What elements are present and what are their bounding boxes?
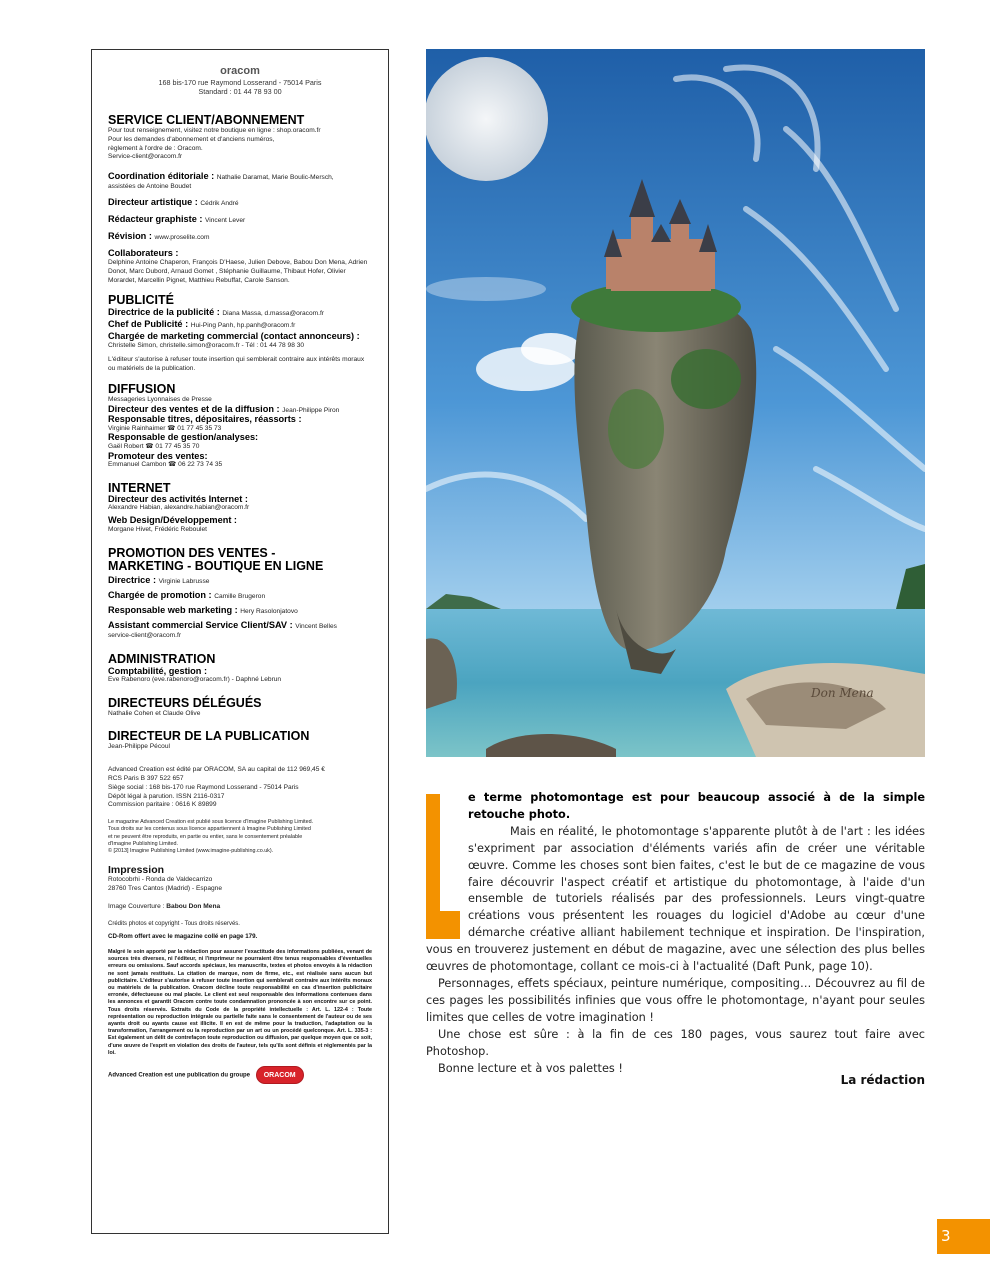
credit-row: Assistant commercial Service Client/SAV : Vincent Belles — [108, 620, 337, 631]
credit-value: service-client@oracom.fr — [108, 632, 182, 640]
credit-row: Responsable titres, dépositaires, réassorts : — [108, 414, 302, 425]
company-line: Commission paritaire : 0616 K 89899 — [108, 801, 217, 809]
credit-value: Christelle Simon, christelle.simon@oracom.fr - Tél : 01 44 78 98 30 — [108, 342, 305, 350]
company-line: Dépôt légal à parution. ISSN 2116-0317 — [108, 792, 225, 800]
license-line: Tous droits sur les contenus sous licence appartiennent à Imagine Publishing Limited — [108, 826, 311, 833]
credit-row: Coordination éditoriale : Nathalie Daramat, Marie Boulic-Mersch, — [108, 171, 334, 182]
service-line: Pour les demandes d'abonnement et d'anciens numéros, — [108, 135, 275, 143]
credit-row: Directrice : Virginie Labrusse — [108, 575, 210, 586]
page-number: 3 — [937, 1219, 990, 1254]
editorial-paragraph-3: Une chose est sûre : à la fin de ces 180 pages, vous saurez tout faire avec Photoshop. — [426, 1027, 925, 1058]
section-title-internet: INTERNET — [108, 480, 171, 495]
legal-disclaimer: Malgré le soin apporté par la rédaction pour assurer l'exactitude des informations publiées, venant de sources très diverses, ni l'éditeur, ni l'imprimeur ne pourraient être tenus responsables d'éventuelles erreurs ou omissions. Sauf accords spéciaux, les manuscrits, textes et photos envoyés à la rédaction ne sont jamais restitués. La citation de marque, nom de firme, etc., est réalisée sans aucun but publicitaire. L'éditeur s'autorise à refuser toute insertion qui semblerait contraire aux intérêts moraux ou matériels de la publication. Oracom décline toute responsabilité en cas d'insertion publicitaire erronée, défectueuse ou mal placée. Le client est seul responsable des informations contenues dans les annonces et garantit Oracom contre toute condamnation prononcée à son encontre sur ce point. Tous droits réservés. Extraits du Code de la propriété intellectuelle : Art. L. 122-4 : Toute représentation ou reproduction intégrale ou partielle faite sans le consentement de l'auteur ou de ses ayants droit ou ayants cause est illicite. Il en est de même pour la traduction, l'adaptation ou la transformation, l'arrangement ou la reproduction par un art ou un procédé quelconque. Art. L. 335-3 : Est également un délit de contrefaçon toute reproduction ou diffusion, par quelque moyen que ce soit, d'une œuvre de l'esprit en violation des droits de l'auteur, tels qu'ils sont définis et réglementés par la loi. — [108, 949, 372, 1056]
license-line: et ne peuvent être reproduits, en partie ou entier, sans le consentement préalable — [108, 833, 303, 840]
publicite-note: L'éditeur s'autorise à refuser toute insertion qui semblerait contraire aux intérêts moraux ou matériels de la publication. — [108, 356, 365, 372]
masthead-box — [91, 49, 389, 1234]
lead-sentence: e terme photomontage est pour beaucoup associé à de la simple retouche photo. — [468, 791, 925, 821]
publication-director: Jean-Philippe Pécoul — [108, 743, 170, 751]
service-line: Pour tout renseignement, visitez notre boutique en ligne : shop.oracom.fr — [108, 127, 321, 134]
group-line: Advanced Creation est une publication du groupe ORACOM — [108, 1066, 372, 1084]
license-line: Le magazine Advanced Creation est publié sous licence d'Imagine Publishing Limited. — [108, 819, 314, 826]
service-lines — [108, 127, 372, 162]
company-line: RCS Paris B 397 522 657 — [108, 775, 184, 783]
impression-line: 28760 Tres Cantos (Madrid) - Espagne — [108, 885, 222, 893]
cover-credit: Image Couverture : Babou Don Mena — [108, 902, 221, 910]
credit-row: Révision : www.proselite.com — [108, 230, 210, 241]
editorial-paragraph-2: Personnages, effets spéciaux, peinture numérique, compositing… Découvrez au fil de ces pages les possibilités infinies que vous offre le photomontage, n'ayant pour seules limites que celles de votre imagination ! — [426, 976, 925, 1024]
credit-value: Gaël Robert ☎ 01 77 45 35 70 — [108, 442, 200, 450]
credit-row: Chargée de promotion : Camille Brugeron — [108, 590, 266, 601]
editorial-paragraph-4: Bonne lecture et à vos palettes ! — [438, 1061, 623, 1075]
credit-row: Chargée de marketing commercial (contact annonceurs) : — [108, 331, 360, 342]
editorial-signature: La rédaction — [840, 1073, 925, 1087]
credit-row: Directrice de la publicité : Diana Massa, d.massa@oracom.fr — [108, 307, 324, 318]
masthead-header — [108, 64, 372, 96]
credit-row: Web Design/Développement : — [108, 515, 237, 526]
credit-row: Comptabilité, gestion : — [108, 665, 208, 676]
address: 168 bis-170 rue Raymond Losserand - 75014 Paris — [158, 78, 322, 87]
promotion-title-line: PROMOTION DES VENTES - — [108, 546, 276, 561]
editorial-lead — [426, 790, 925, 824]
credit-value: Virginie Rainhaimer ☎ 01 77 45 35 73 — [108, 424, 222, 432]
credit-row: Directeur des ventes et de la diffusion : Jean-Philippe Piron — [108, 403, 340, 414]
delegues-names: Nathalie Cohen et Claude Olive — [108, 709, 201, 717]
credit-row: Responsable web marketing : Hery Rasolonjatovo — [108, 605, 298, 616]
cover-photo-floating-castle — [426, 49, 925, 757]
impression-title: Impression — [108, 864, 165, 877]
credit-row: assistées de Antoine Boudet — [108, 183, 192, 191]
credit-row: Chef de Publicité : Hui-Ping Panh, hp.panh@oracom.fr — [108, 319, 296, 330]
credit-row: Directeur des activités Internet : — [108, 493, 248, 504]
drop-cap-l — [426, 794, 460, 939]
section-title-publication: DIRECTEUR DE LA PUBLICATION — [108, 729, 310, 744]
collaborateurs-list: Delphine Antoine Chaperon, François D'Haese, Julien Debove, Babou Don Mena, Adrien Donot, Marc Dubord, Arnaud Gomet , Stéphanie Guillaume, Thibaut Hofer, Olivier Morardet, Marcellin Pignet, Matthieu Rebuffat, Carole Sanson. — [108, 258, 368, 284]
editorial-text — [426, 790, 925, 1077]
section-title-delegues: DIRECTEURS DÉLÉGUÉS — [108, 695, 262, 710]
cdrom-note: CD-Rom offert avec le magazine collé en page 179. — [108, 932, 258, 940]
section-title-promotion — [108, 547, 372, 573]
promotion-title-line: MARKETING - BOUTIQUE EN LIGNE — [108, 559, 324, 574]
section-title-administration: ADMINISTRATION — [108, 651, 216, 666]
section-title-publicite: PUBLICITÉ — [108, 293, 174, 308]
photo-credits: Crédits photos et copyright - Tous droits réservés. — [108, 920, 240, 927]
license-line: © [2013] Imagine Publishing Limited (www.imagine-publishing.co.uk). — [108, 848, 274, 855]
credit-value: Emmanuel Cambon ☎ 06 22 73 74 35 — [108, 461, 223, 469]
service-email: Service-client@oracom.fr — [108, 153, 183, 161]
editorial-paragraph-1: Mais en réalité, le photomontage s'apparente plutôt à de l'art : les idées s'expriment par association d'éléments variés afin de créer une véritable œuvre. Comme les choses sont bien faites, c'est le but de ce magazine de vous faire découvrir l'aspect créatif et artistique du photomontage, à l'aide d'un ensemble de tutoriels réalisés par des professionnels. Leurs vingt-quatre créations vous présentent les rouages du logiciel d'Adobe au cœur d'une démarche créative alliant habilement technique et inspiration. De l'inspiration, vous en trouverez justement en début de magazine, avec une sélection des plus belles œuvres de photomontage, collant ce mois-ci à l'actualité (Daft Punk, page 10). — [426, 824, 925, 974]
oracom-logo: ORACOM — [256, 1066, 304, 1084]
credit-row: Promoteur des ventes: — [108, 450, 208, 461]
credit-value: Eve Rabenoro (eve.rabenoro@oracom.fr) - Daphné Lebrun — [108, 675, 282, 683]
diffusion-line: Messageries Lyonnaises de Presse — [108, 395, 212, 403]
impression-line: Rotocobrhi - Ronda de Valdecarrizo — [108, 876, 213, 884]
company-line: Advanced Creation est édité par ORACOM, SA au capital de 112 969,45 € — [108, 766, 325, 774]
credit-row: Collaborateurs : — [108, 247, 179, 258]
credit-row: Responsable de gestion/analyses: — [108, 432, 259, 443]
service-line: règlement à l'ordre de : Oracom. — [108, 144, 203, 152]
credit-row: Directeur artistique : Cédrik André — [108, 196, 239, 207]
brand-name: oracom — [220, 65, 260, 77]
standard-phone: Standard : 01 44 78 93 00 — [198, 87, 282, 96]
section-title-service: SERVICE CLIENT/ABONNEMENT — [108, 113, 305, 127]
section-title-diffusion: DIFFUSION — [108, 381, 176, 396]
moon-icon — [426, 57, 548, 181]
company-line: Siège social : 168 bis-170 rue Raymond Losserand - 75014 Paris — [108, 783, 299, 791]
credit-row: Rédacteur graphiste : Vincent Lever — [108, 213, 246, 224]
artist-signature: Don Mena — [811, 686, 874, 700]
credit-value: Alexandre Habian, alexandre.habian@oracom.fr — [108, 504, 250, 512]
credit-value: Morgane Hivet, Frédéric Reboulet — [108, 526, 207, 534]
license-line: d'Imagine Publishing Limited. — [108, 840, 178, 847]
